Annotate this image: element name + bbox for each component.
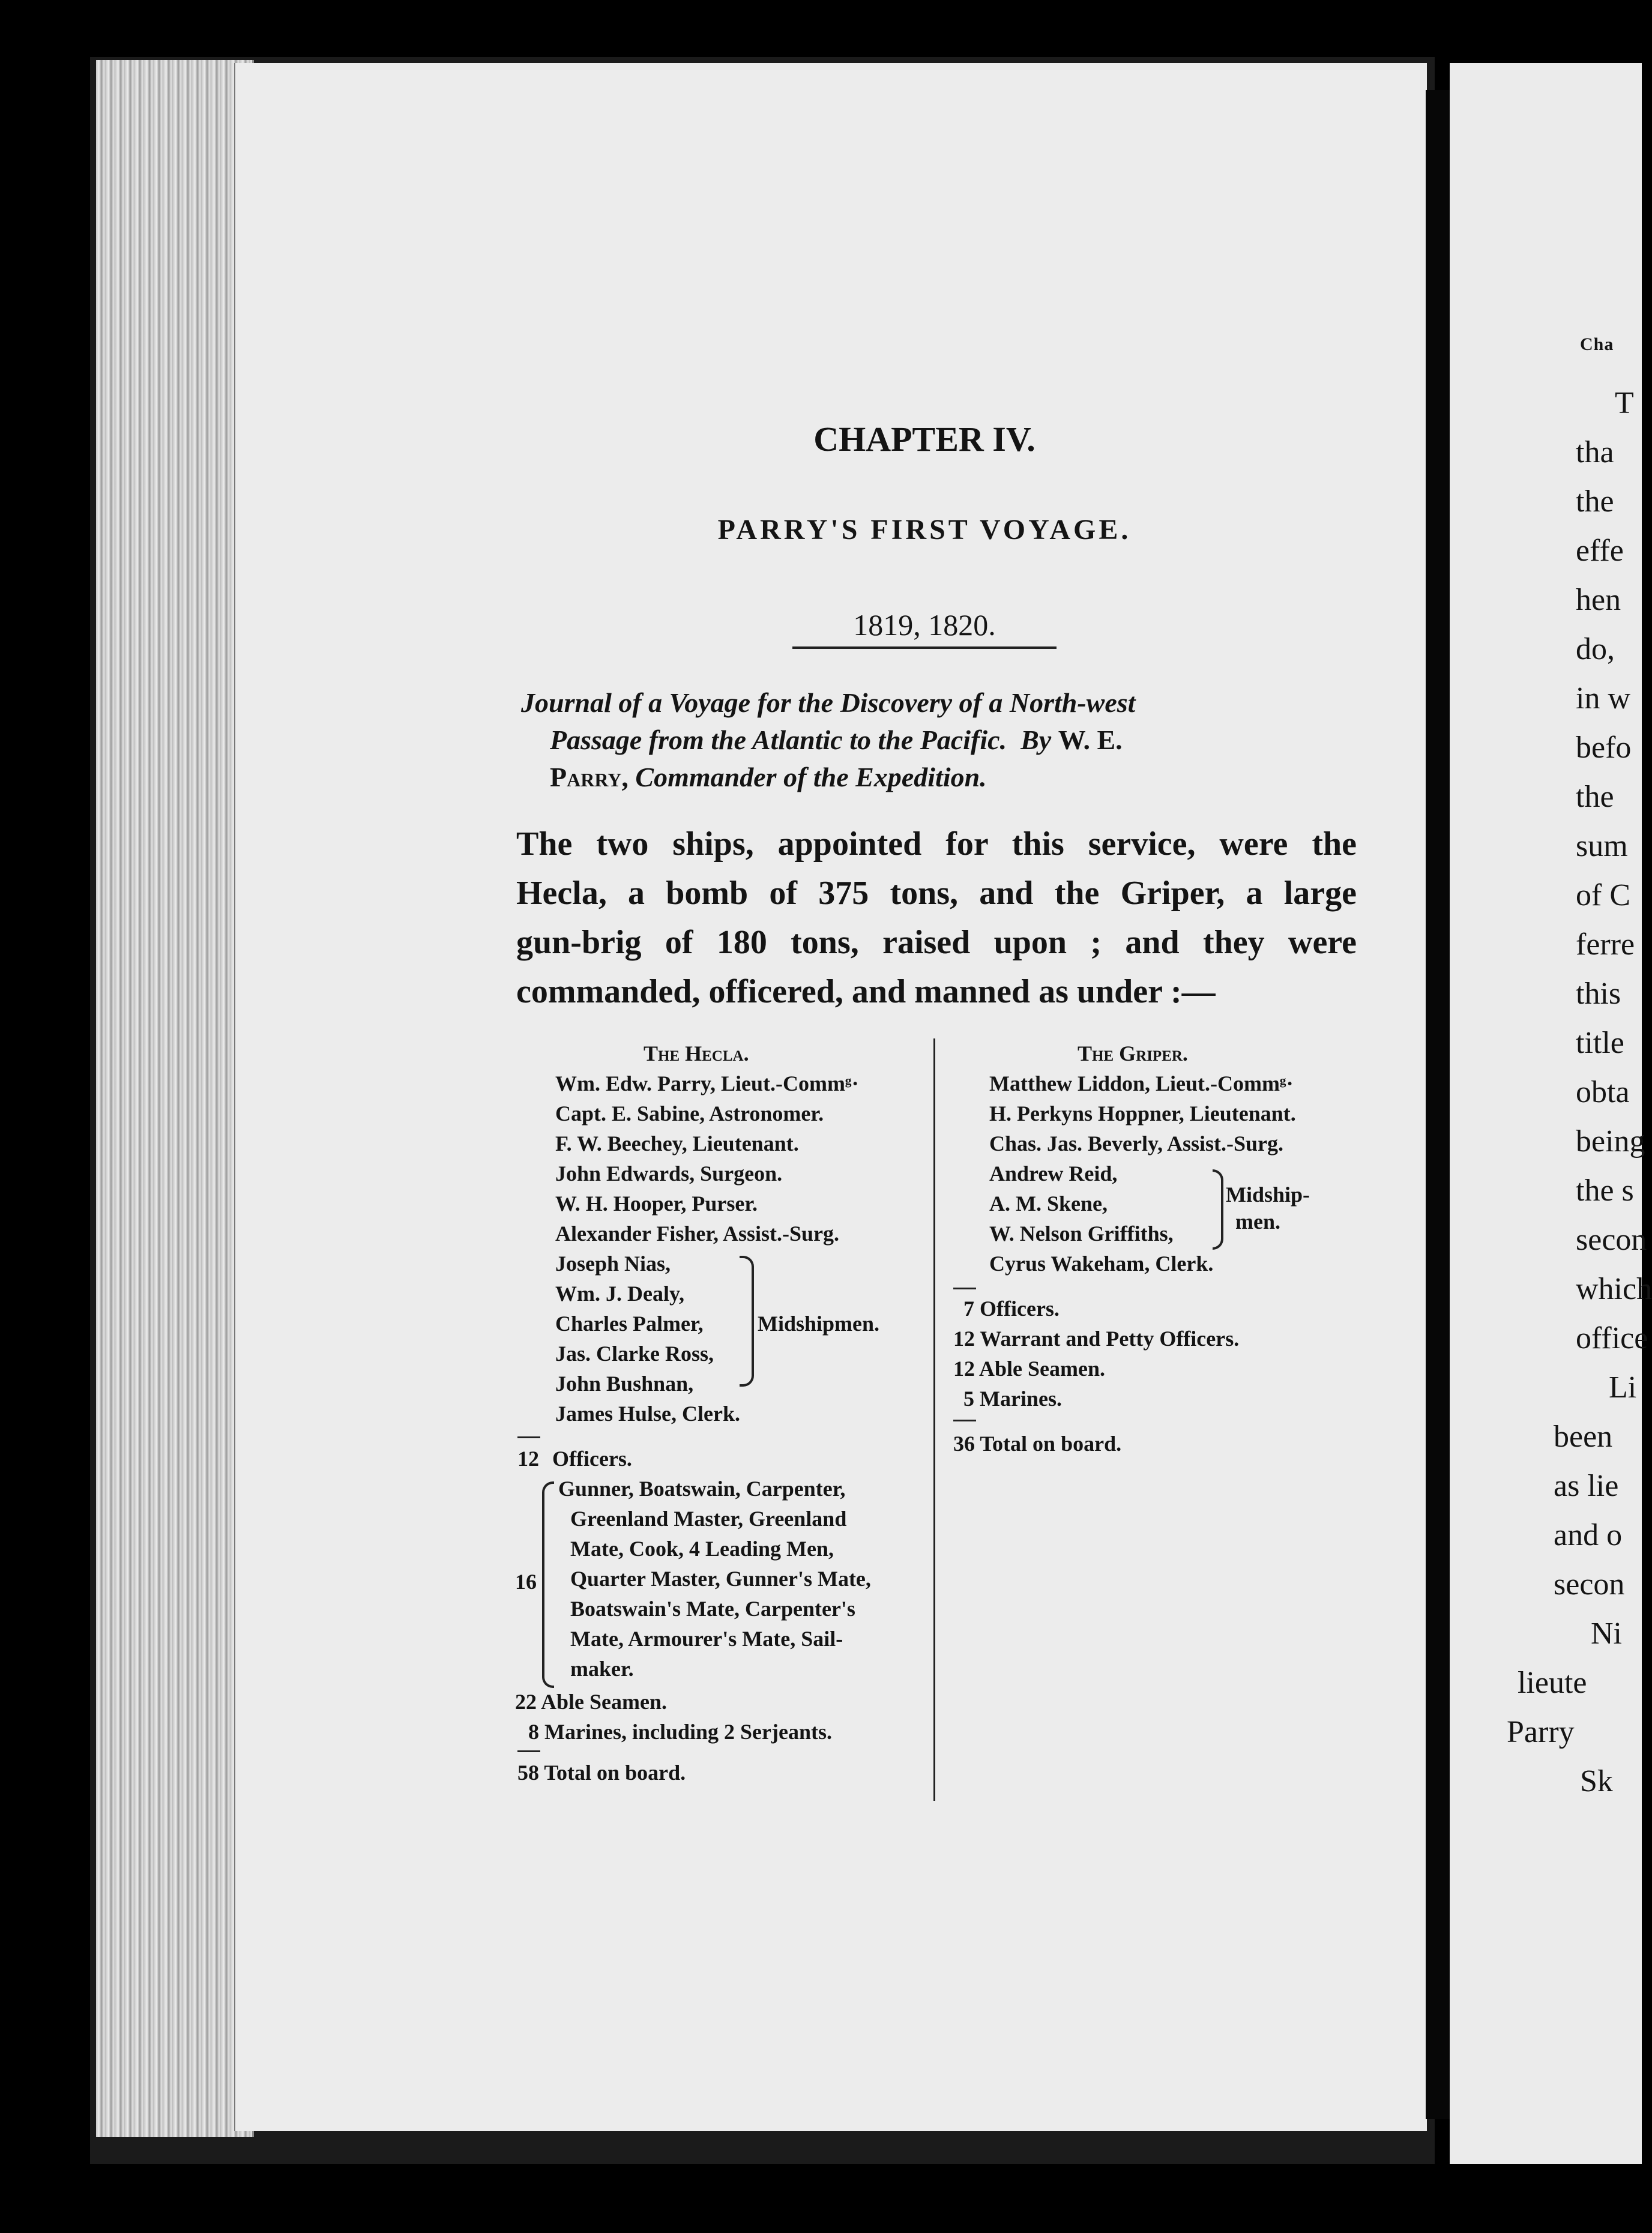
hecla-midshipman: John Bushnan, [555,1372,694,1396]
hecla-marines: 8 Marines, including 2 Serjeants. [528,1720,833,1744]
body-line-3: gun-brig of 180 tons, raised upon ; and they were [516,924,1357,961]
hecla-warrant-line: Quarter Master, Gunner's Mate, [570,1567,871,1591]
chapter-heading: CHAPTER IV. [813,420,1036,459]
griper-midshipmen-label-2: men. [1235,1210,1280,1234]
griper-officer: Chas. Jas. Beverly, Assist.-Surg. [989,1132,1284,1156]
right-page-line: been [1554,1420,1613,1454]
hecla-seamen: 22 Able Seamen. [515,1690,668,1714]
right-page-line: as lie [1554,1469,1619,1503]
hecla-midshipman: Wm. J. Dealy, [555,1282,684,1306]
griper-officer: Matthew Liddon, Lieut.-Commᵍ· [989,1071,1294,1095]
griper-midshipman: W. Nelson Griffiths, [989,1222,1174,1246]
hecla-heading: The Hecla. [644,1041,749,1065]
right-page-line: obta [1576,1075,1630,1109]
griper-total-dash [953,1420,976,1421]
journal-line-2 [521,722,1355,759]
book-gutter [1426,90,1450,2119]
right-page-line: secon [1576,1223,1647,1257]
chapter-title: PARRY'S FIRST VOYAGE. [717,514,1132,546]
right-page [1450,63,1642,2164]
hecla-warrant-line: Gunner, Boatswain, Carpenter, [558,1477,846,1501]
hecla-midshipmen-label: Midshipmen. [758,1312,880,1336]
right-page-line: the s [1576,1174,1634,1208]
right-page-line: ferre [1576,927,1635,962]
hecla-warrant-line: Mate, Armourer's Mate, Sail- [570,1627,843,1651]
journal-author-name: Parry, [550,762,629,792]
hecla-midshipman: Charles Palmer, [555,1312,704,1336]
title-rule [792,646,1057,649]
hecla-officer: John Edwards, Surgeon. [555,1162,783,1186]
hecla-officers-label: Officers. [552,1447,632,1471]
right-page-line: Ni [1591,1617,1622,1651]
right-page-line: effe [1576,534,1624,568]
hecla-warrant-line: Boatswain's Mate, Carpenter's [570,1597,855,1621]
griper-clerk: Cyrus Wakeham, Clerk. [989,1252,1214,1276]
journal-line-1: Journal of a Voyage for the Discovery of a North-west [521,687,1136,718]
hecla-officer: Capt. E. Sabine, Astronomer. [555,1101,824,1126]
hecla-midshipmen-brace [740,1256,754,1387]
right-page-line: of C [1576,878,1630,912]
body-line-2: Hecla, a bomb of 375 tons, and the Griper, a large [516,875,1357,912]
body-paragraph [516,819,1357,1016]
right-page-line: tha [1576,435,1614,469]
hecla-warrant-line: maker. [570,1657,634,1681]
hecla-warrant-count: 16 [515,1570,537,1594]
column-divider [933,1038,935,1801]
journal-by: By [1020,725,1052,755]
griper-midshipman: A. M. Skene, [989,1192,1108,1216]
right-page-line: Parry [1507,1715,1575,1749]
right-page-line: office [1576,1321,1648,1355]
griper-count: 5 Marines. [963,1387,1062,1411]
right-page-line: Li [1609,1370,1637,1405]
right-page-line: Sk [1580,1764,1613,1798]
right-page-line: secon [1554,1567,1625,1602]
hecla-officers-count: 12 [517,1447,539,1471]
journal-author-initials: W. E. [1058,725,1123,755]
hecla-warrant-line: Greenland Master, Greenland [570,1507,847,1531]
right-page-line: the [1576,780,1614,814]
right-page-line: hen [1576,583,1621,617]
griper-midshipmen-label-1: Midship- [1226,1183,1310,1207]
chapter-years: 1819, 1820. [853,608,996,642]
griper-sum-dash [953,1288,976,1289]
journal-title-part: Passage from the Atlantic to the Pacific. [550,725,1007,755]
griper-heading: The Griper. [1078,1041,1188,1065]
right-page-line: the [1576,484,1614,519]
journal-author-role: Commander of the Expedition. [635,762,987,792]
journal-citation [521,684,1355,796]
hecla-sum-dash [517,1436,540,1438]
right-page-line: title [1576,1026,1624,1060]
hecla-midshipman: Joseph Nias, [555,1252,671,1276]
hecla-officer: Wm. Edw. Parry, Lieut.-Commᵍ· [555,1071,859,1095]
journal-line-3 [521,759,1355,796]
hecla-officer: Alexander Fisher, Assist.-Surg. [555,1222,840,1246]
right-page-line: sum [1576,829,1628,863]
right-page-line: do, [1576,632,1615,666]
page-edges [96,60,254,2137]
griper-officer: H. Perkyns Hoppner, Lieutenant. [989,1101,1296,1126]
hecla-total: 58 Total on board. [517,1761,686,1785]
griper-count: 12 Warrant and Petty Officers. [953,1327,1240,1351]
griper-total: 36 Total on board. [953,1432,1122,1456]
right-page-line: being [1576,1124,1645,1159]
griper-midshipman: Andrew Reid, [989,1162,1118,1186]
griper-count: 12 Able Seamen. [953,1357,1106,1381]
hecla-officer: F. W. Beechey, Lieutenant. [555,1132,799,1156]
right-page-line: befo [1576,731,1632,765]
hecla-warrant-brace [542,1481,554,1688]
right-page-line: in w [1576,681,1630,716]
right-page-line: and o [1554,1518,1623,1552]
hecla-midshipman: Jas. Clarke Ross, [555,1342,714,1366]
hecla-total-dash [517,1750,540,1752]
hecla-warrant-line: Mate, Cook, 4 Leading Men, [570,1537,834,1561]
griper-count: 7 Officers. [963,1297,1060,1321]
right-page-line: lieute [1518,1666,1587,1700]
right-page-line: this [1576,977,1621,1011]
right-page-header: Cha [1580,334,1614,354]
right-page-line: which [1576,1272,1652,1306]
hecla-officer: W. H. Hooper, Purser. [555,1192,758,1216]
right-page-line: T [1615,386,1634,420]
griper-midshipmen-brace [1213,1169,1223,1250]
body-line-1: The two ships, appointed for this service, were the [516,825,1357,863]
hecla-clerk: James Hulse, Clerk. [555,1402,740,1426]
body-line-4: commanded, officered, and manned as under :— [516,973,1216,1010]
